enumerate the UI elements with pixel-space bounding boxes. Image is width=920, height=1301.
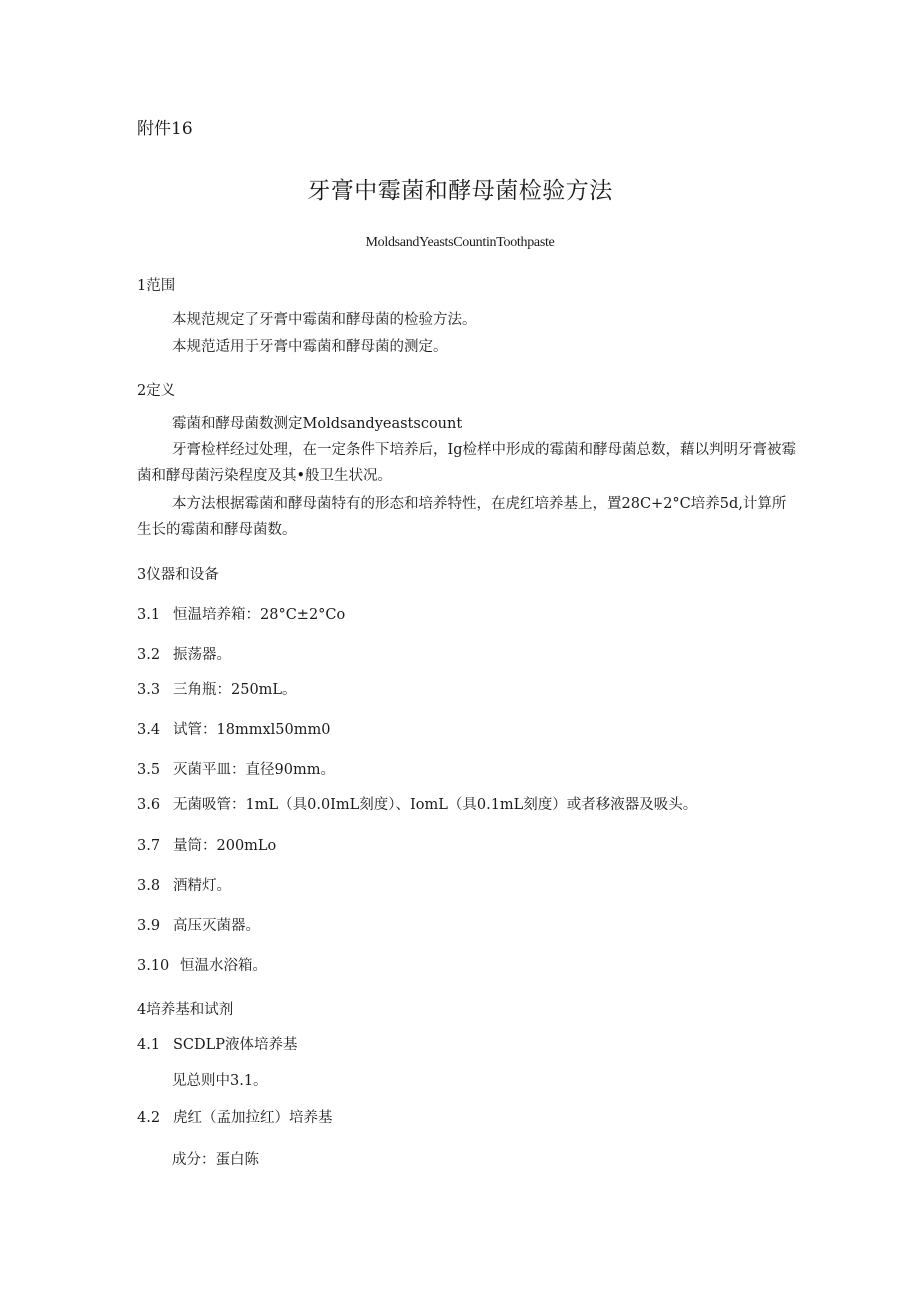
definition-paragraph: 本方法根据霉菌和酵母菌特有的形态和培养特性，在虎红培养基上，置28C+2°C培养5d,计算所生长的霉菌和酵母菌数。 [137, 496, 787, 538]
media-item-number: 4.1 [137, 1037, 161, 1053]
equipment-item-text: 量筒：200mLo [173, 838, 277, 854]
equipment-item-number: 3.1 [137, 607, 161, 623]
scope-paragraph: 本规范规定了牙膏中霉菌和酵母菌的检验方法。 [172, 312, 477, 328]
equipment-item-text: 酒精灯。 [173, 878, 231, 894]
equipment-item-number: 3.6 [137, 797, 161, 813]
equipment-item-text: 灭菌平皿：直径90mm。 [173, 762, 335, 778]
equipment-item-text: 恒温水浴箱。 [180, 958, 267, 974]
equipment-item-text: 三角瓶：250mL。 [173, 682, 297, 698]
equipment-item-text: 振荡器。 [173, 647, 231, 663]
equipment-item-number: 3.2 [137, 647, 161, 663]
media-item-note: 见总则中3.1。 [172, 1073, 268, 1089]
equipment-item-number: 3.8 [137, 878, 161, 894]
document-title: 牙膏中霉菌和酵母菌检验方法 [307, 178, 613, 204]
media-item-text: 虎红（孟加拉红）培养基 [173, 1110, 333, 1126]
document-subtitle: MoldsandYeastsCountinToothpaste [365, 235, 555, 250]
media-item-number: 4.2 [137, 1110, 161, 1126]
annex-label: 附件16 [137, 119, 193, 139]
media-item-note: 成分：蛋白陈 [172, 1152, 259, 1168]
equipment-item-number: 3.3 [137, 682, 161, 698]
equipment-item-number: 3.9 [137, 918, 161, 934]
equipment-item-number: 3.4 [137, 722, 161, 738]
section-heading-definition: 2定义 [137, 383, 176, 399]
definition-term: 霉菌和酵母菌数测定Moldsandyeastscount [172, 416, 463, 432]
media-item-text: SCDLP液体培养基 [173, 1037, 298, 1053]
equipment-item-number: 3.5 [137, 762, 161, 778]
definition-paragraph: 牙膏检样经过处理，在一定条件下培养后，Ig检样中形成的霉菌和酵母菌总数，藉以判明牙膏被霉菌和酵母菌污染程度及其•般卫生状况。 [137, 442, 797, 484]
scope-paragraph: 本规范适用于牙膏中霉菌和酵母菌的测定。 [172, 339, 448, 355]
section-heading-media: 4培养基和试剂 [137, 1002, 234, 1018]
equipment-item-text: 试管：18mmxl50mm0 [173, 722, 331, 738]
equipment-item-number: 3.7 [137, 838, 161, 854]
equipment-item-text: 无菌吸管：1mL（具0.0ImL刻度）、IomL（具0.1mL刻度）或者移液器及吸头。 [173, 797, 698, 813]
equipment-item-number: 3.10 [137, 958, 170, 974]
section-heading-equipment: 3仪器和设备 [137, 567, 219, 583]
section-heading-scope: 1范围 [137, 278, 176, 294]
equipment-item-text: 高压灭菌器。 [173, 918, 260, 934]
equipment-item-text: 恒温培养箱：28°C±2°Co [173, 607, 346, 623]
